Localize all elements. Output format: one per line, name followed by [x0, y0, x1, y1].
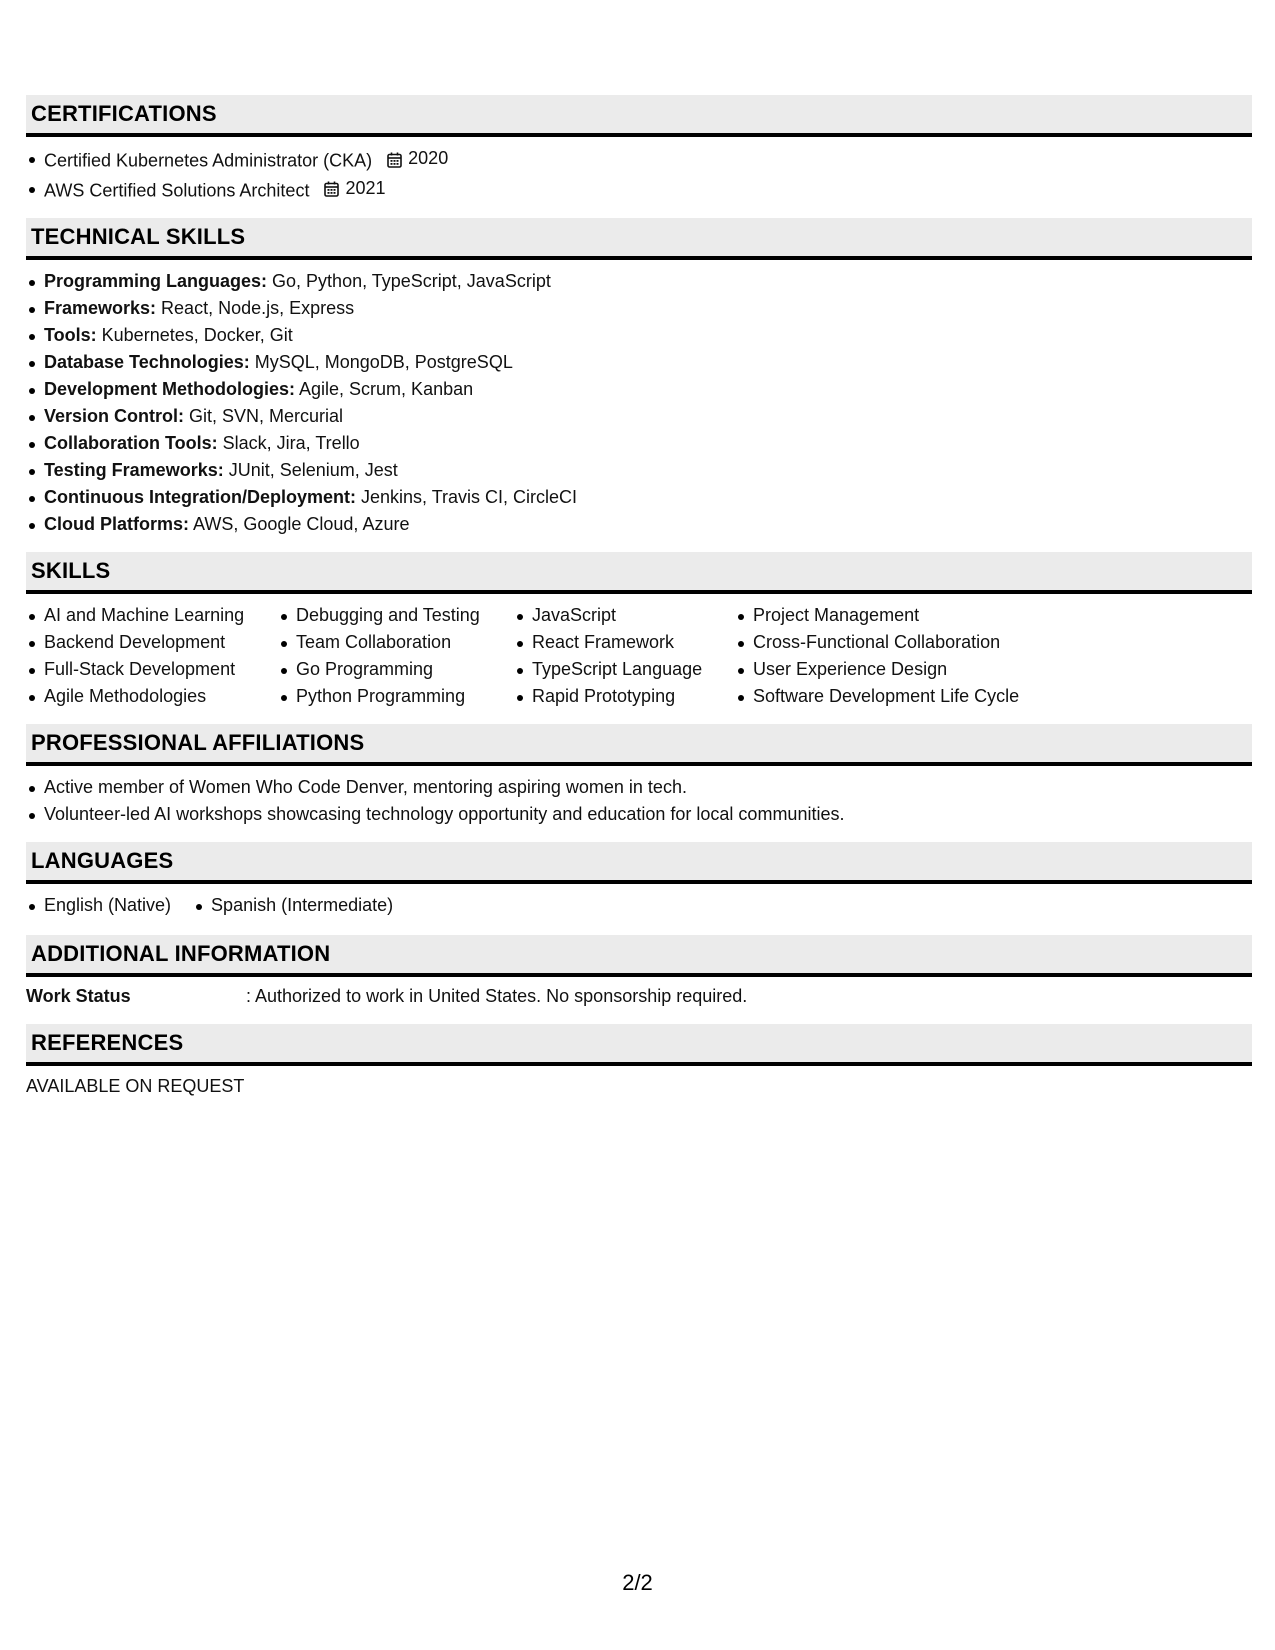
affiliation-item: Active member of Women Who Code Denver, mentoring aspiring women in tech.	[26, 774, 1252, 801]
page-number: 2/2	[622, 1570, 653, 1595]
skill-category-label: Cloud Platforms:	[44, 514, 190, 534]
skill-category-value: JUnit, Selenium, Jest	[223, 460, 398, 480]
skill-category-value: Slack, Jira, Trello	[217, 433, 360, 453]
work-status-label: Work Status	[26, 986, 131, 1006]
skill-category-label: Programming Languages:	[44, 271, 268, 291]
section-title: ADDITIONAL INFORMATION	[31, 941, 331, 966]
skill-item: JavaScript	[514, 602, 735, 629]
skill-category-value: Agile, Scrum, Kanban	[295, 379, 474, 399]
technical-skill-item	[26, 322, 1252, 349]
skill-category-label: Version Control:	[44, 406, 185, 426]
calendar-icon	[324, 181, 339, 197]
skill-item: Software Development Life Cycle	[735, 683, 1135, 710]
technical-skill-item	[26, 268, 1252, 295]
skills-column	[26, 602, 278, 710]
skill-category-value: Jenkins, Travis CI, CircleCI	[356, 487, 578, 507]
technical-skill-item	[26, 376, 1252, 403]
calendar-icon	[387, 152, 402, 168]
certification-year: 2021	[345, 177, 386, 198]
skill-category-label: Development Methodologies:	[44, 379, 296, 399]
skills-column	[278, 602, 514, 710]
skill-item: User Experience Design	[735, 656, 1135, 683]
skill-category-label: Testing Frameworks:	[44, 460, 224, 480]
skill-category-value: Kubernetes, Docker, Git	[96, 325, 293, 345]
technical-skill-item	[26, 295, 1252, 322]
skills-column	[735, 602, 1135, 710]
section-title: REFERENCES	[31, 1030, 184, 1055]
skill-item: TypeScript Language	[514, 656, 735, 683]
language-item: Spanish (Intermediate)	[193, 892, 393, 919]
skill-item: Go Programming	[278, 656, 514, 683]
skill-category-value: Git, SVN, Mercurial	[184, 406, 344, 426]
section-header	[26, 218, 1252, 260]
certification-name: AWS Certified Solutions Architect	[44, 180, 310, 200]
certification-item	[26, 175, 1252, 205]
technical-skills-section	[26, 218, 1252, 552]
skill-category-label: Frameworks:	[44, 298, 157, 318]
technical-skill-item	[26, 349, 1252, 376]
section-header	[26, 552, 1252, 594]
references-section	[26, 1024, 1252, 1100]
section-title: CERTIFICATIONS	[31, 101, 217, 126]
work-status-value: : Authorized to work in United States. No sponsorship required.	[246, 986, 748, 1006]
section-header	[26, 724, 1252, 766]
affiliations-list	[26, 766, 1252, 842]
skill-item: Project Management	[735, 602, 1135, 629]
skill-category-value: React, Node.js, Express	[156, 298, 355, 318]
section-header	[26, 1024, 1252, 1066]
section-header	[26, 95, 1252, 137]
certification-date	[324, 175, 385, 202]
skill-item: AI and Machine Learning	[26, 602, 278, 629]
work-status-row	[26, 977, 1252, 1024]
affiliation-item: Volunteer-led AI workshops showcasing technology opportunity and education for local communities.	[26, 801, 1252, 828]
languages-section	[26, 842, 1252, 935]
additional-info-section	[26, 935, 1252, 1024]
section-title: LANGUAGES	[31, 848, 174, 873]
skill-category-value: MySQL, MongoDB, PostgreSQL	[249, 352, 513, 372]
skill-item: Rapid Prototyping	[514, 683, 735, 710]
skill-item: Backend Development	[26, 629, 278, 656]
certification-item	[26, 145, 1252, 175]
technical-skills-list	[26, 260, 1252, 552]
skill-item: Full-Stack Development	[26, 656, 278, 683]
languages-list	[26, 884, 1252, 935]
technical-skill-item	[26, 457, 1252, 484]
section-title: SKILLS	[31, 558, 111, 583]
section-header	[26, 842, 1252, 884]
skill-category-value: Go, Python, TypeScript, JavaScript	[267, 271, 551, 291]
technical-skill-item	[26, 511, 1252, 538]
section-header	[26, 935, 1252, 977]
certification-year: 2020	[408, 148, 449, 168]
skill-item: Debugging and Testing	[278, 602, 514, 629]
resume-page	[26, 95, 1252, 1100]
skills-grid	[26, 594, 1252, 724]
skill-item: React Framework	[514, 629, 735, 656]
skills-column	[514, 602, 735, 710]
certifications-section	[26, 95, 1252, 218]
certification-name: Certified Kubernetes Administrator (CKA)	[44, 150, 373, 171]
skill-item: Agile Methodologies	[26, 683, 278, 710]
section-title: TECHNICAL SKILLS	[31, 224, 246, 249]
skill-category-label: Database Technologies:	[44, 352, 250, 372]
section-title: PROFESSIONAL AFFILIATIONS	[31, 730, 365, 755]
skill-category-value: AWS, Google Cloud, Azure	[189, 514, 410, 534]
technical-skill-item	[26, 430, 1252, 457]
skills-section	[26, 552, 1252, 724]
skill-category-label: Collaboration Tools:	[44, 433, 218, 453]
affiliations-section	[26, 724, 1252, 842]
skill-category-label: Tools:	[44, 325, 97, 345]
skill-item: Python Programming	[278, 683, 514, 710]
language-item: English (Native)	[26, 892, 171, 919]
technical-skill-item	[26, 484, 1252, 511]
skill-category-label: Continuous Integration/Deployment:	[44, 487, 356, 507]
certification-list	[26, 137, 1252, 218]
technical-skill-item	[26, 403, 1252, 430]
skill-item: Team Collaboration	[278, 629, 514, 656]
references-text: AVAILABLE ON REQUEST	[26, 1076, 245, 1096]
certification-date	[387, 145, 448, 172]
skill-item: Cross-Functional Collaboration	[735, 629, 1135, 656]
